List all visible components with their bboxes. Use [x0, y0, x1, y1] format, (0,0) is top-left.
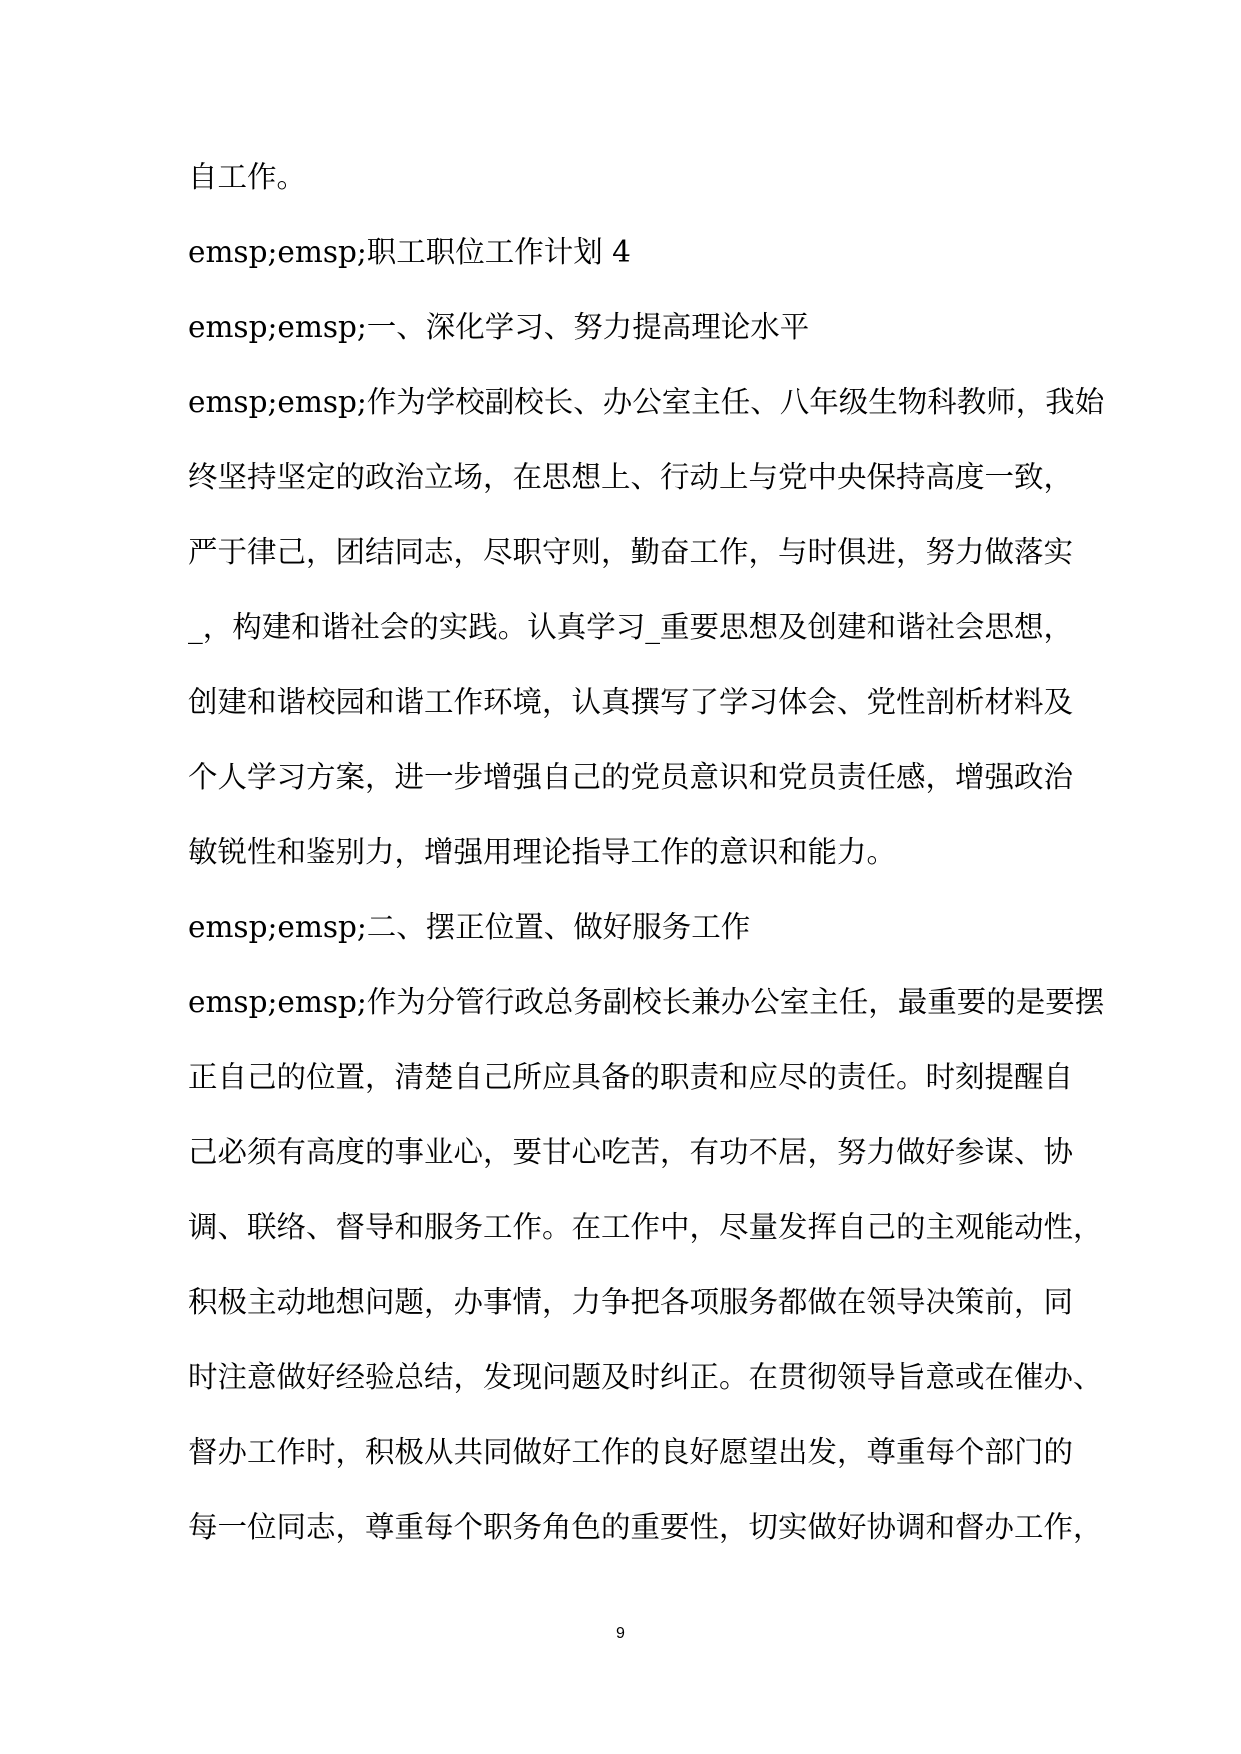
- text-line: 个人学习方案，进一步增强自己的党员意识和党员责任感，增强政治: [188, 760, 1074, 794]
- body-text: [188, 140, 1105, 1565]
- text-line: emsp;emsp;作为分管行政总务副校长兼办公室主任，最重要的是要摆: [188, 985, 1105, 1019]
- text-line: 积极主动地想问题，办事情，力争把各项服务都做在领导决策前，同: [188, 1285, 1074, 1319]
- text-line: 己必须有高度的事业心，要甘心吃苦，有功不居，努力做好参谋、协: [188, 1135, 1074, 1169]
- section-heading: emsp;emsp;职工职位工作计划 4: [188, 235, 631, 269]
- text-line: 正自己的位置，清楚自己所应具备的职责和应尽的责任。时刻提醒自: [188, 1060, 1074, 1094]
- text-line: 自工作。: [188, 160, 307, 194]
- text-line: 督办工作时，积极从共同做好工作的良好愿望出发，尊重每个部门的: [188, 1435, 1074, 1469]
- section-heading: emsp;emsp;一、深化学习、努力提高理论水平: [188, 310, 810, 344]
- text-line: _，构建和谐社会的实践。认真学习_重要思想及创建和谐社会思想，: [188, 610, 1074, 644]
- text-line: emsp;emsp;作为学校副校长、办公室主任、八年级生物科教师，我始: [188, 385, 1105, 419]
- text-line: 时注意做好经验总结，发现问题及时纠正。在贯彻领导旨意或在催办、: [188, 1360, 1103, 1394]
- text-line: 调、联络、督导和服务工作。在工作中，尽量发挥自己的主观能动性，: [188, 1210, 1103, 1244]
- text-line: 严于律己，团结同志，尽职守则，勤奋工作，与时俱进，努力做落实: [188, 535, 1074, 569]
- text-line: 创建和谐校园和谐工作环境，认真撰写了学习体会、党性剖析材料及: [188, 685, 1074, 719]
- page-number: 9: [616, 1625, 625, 1642]
- text-line: 每一位同志，尊重每个职务角色的重要性，切实做好协调和督办工作，: [188, 1510, 1103, 1544]
- text-line: 敏锐性和鉴别力，增强用理论指导工作的意识和能力。: [188, 835, 897, 869]
- section-heading: emsp;emsp;二、摆正位置、做好服务工作: [188, 910, 751, 944]
- text-line: 终坚持坚定的政治立场，在思想上、行动上与党中央保持高度一致，: [188, 460, 1074, 494]
